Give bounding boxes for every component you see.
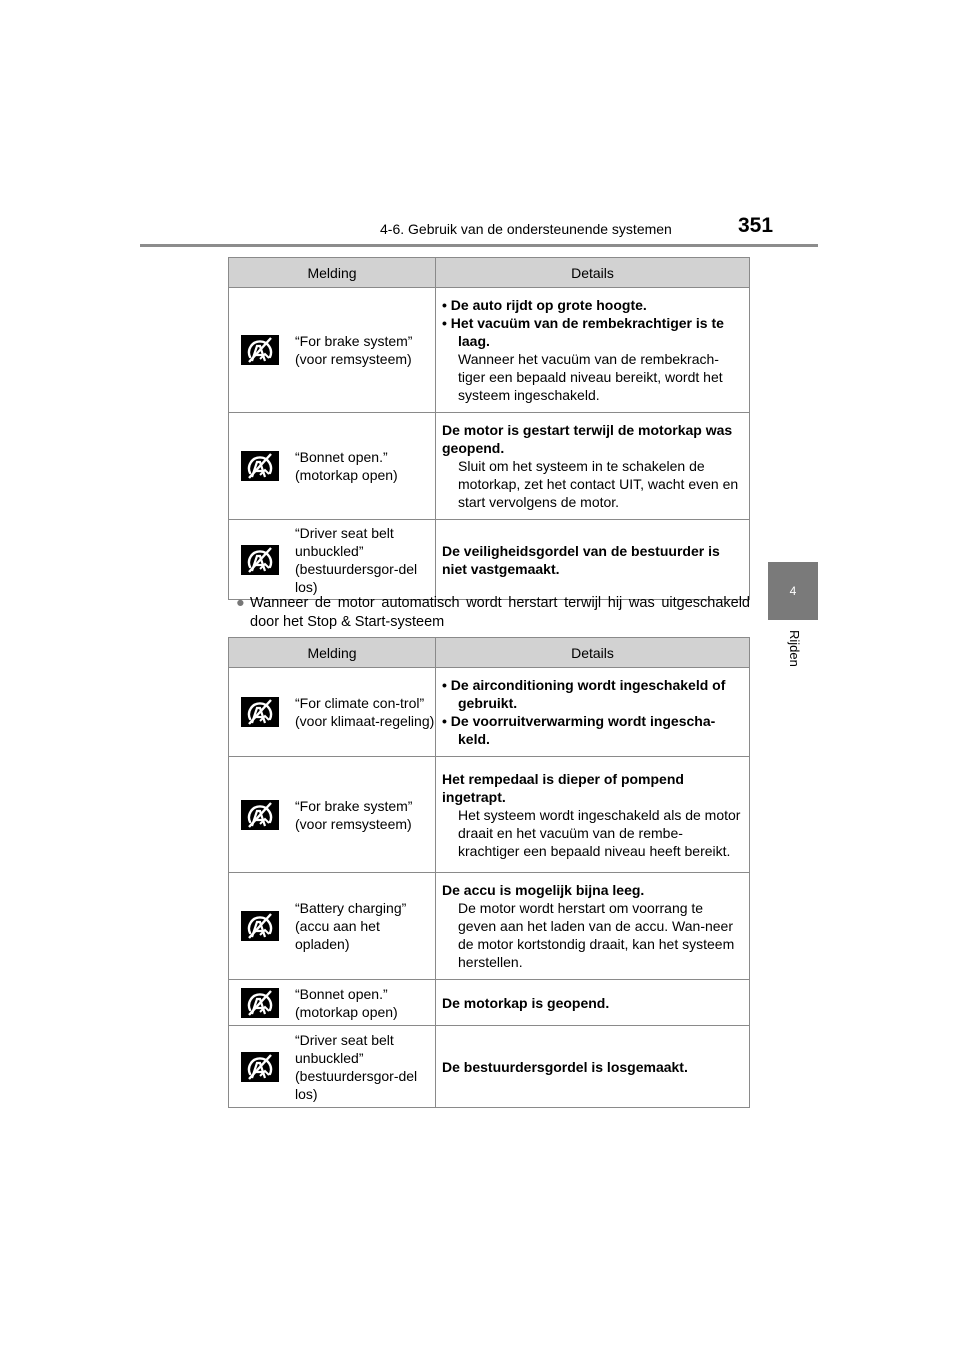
column-header-melding: Melding (229, 638, 436, 668)
message-table-2 (228, 637, 750, 1108)
message-label: “Battery charging” (accu aan het opladen) (295, 900, 407, 952)
details-cell (436, 413, 750, 520)
detail-heading: Het rempedaal is dieper of pompend ingetrapt. (442, 770, 684, 805)
detail-text: Wanneer het vacuüm van de rembekrach-tiger een bepaald niveau bereikt, wordt het systeem ingeschakeld. (458, 351, 723, 403)
table-row (229, 413, 750, 520)
message-label: “For brake system” (voor remsysteem) (295, 333, 413, 367)
message-label: “Driver seat belt unbuckled” (bestuurdersgor-del los) (295, 1031, 418, 1102)
stop-start-off-icon (241, 1052, 279, 1082)
page-number: 351 (738, 214, 774, 237)
note-paragraph (236, 594, 750, 632)
message-label: “Driver seat belt unbuckled” (bestuurdersgor-del los) (295, 524, 418, 595)
details-cell (436, 668, 750, 757)
message-label: “Bonnet open.” (motorkap open) (295, 985, 398, 1020)
detail-bullet: • De voorruitverwarming wordt ingescha-keld. (442, 713, 716, 747)
header-divider (140, 244, 818, 247)
detail-heading: De motorkap is geopend. (442, 994, 610, 1011)
table-row (229, 288, 750, 413)
detail-bullet: • De airconditioning wordt ingeschakeld of gebruikt. (442, 677, 726, 711)
detail-heading: De veiligheidsgordel van de bestuurder is niet vastgemaakt. (442, 542, 720, 577)
stop-start-off-icon (241, 545, 279, 575)
details-cell (436, 1026, 750, 1108)
message-table-1 (228, 257, 750, 600)
details-cell (436, 980, 750, 1026)
detail-heading: De bestuurdersgordel is losgemaakt. (442, 1058, 688, 1075)
table-row (229, 757, 750, 873)
chapter-number: 4 (789, 584, 797, 598)
message-label: “Bonnet open.” (motorkap open) (295, 449, 398, 483)
detail-bullet: • Het vacuüm van de rembekrachtiger is te laag. (442, 315, 724, 349)
detail-heading: De accu is mogelijk bijna leeg. (442, 882, 645, 898)
message-cell (229, 288, 436, 413)
message-cell (229, 873, 436, 980)
table-row (229, 520, 750, 600)
table-row (229, 980, 750, 1026)
bullet-icon: ● (236, 595, 245, 611)
details-cell (436, 873, 750, 980)
message-cell (229, 413, 436, 520)
column-header-details: Details (436, 258, 750, 288)
detail-bullet-text: De airconditioning wordt ingeschakeld of gebruikt. (450, 677, 726, 711)
stop-start-off-icon (241, 697, 279, 727)
chapter-tab (768, 562, 818, 620)
detail-bullet-text: De voorruitverwarming wordt ingescha-keld. (450, 713, 716, 747)
message-cell (229, 520, 436, 600)
section-title: 4-6. Gebruik van de ondersteunende systemen (380, 221, 672, 237)
detail-text: De motor wordt herstart om voorrang te geven aan het laden van de accu. Wan-neer de motor kortstondig draait, kan het systeem herstellen. (458, 900, 735, 970)
column-header-details: Details (436, 638, 750, 668)
stop-start-off-icon (241, 451, 279, 481)
stop-start-off-icon (241, 911, 279, 941)
message-cell (229, 757, 436, 873)
details-cell (436, 757, 750, 873)
column-header-melding: Melding (229, 258, 436, 288)
stop-start-off-icon (241, 335, 279, 365)
detail-bullet-text: De auto rijdt op grote hoogte. (450, 297, 647, 313)
message-cell (229, 980, 436, 1026)
message-label: “For brake system” (voor remsysteem) (295, 797, 413, 832)
detail-heading: De motor is gestart terwijl de motorkap was geopend. (442, 422, 733, 456)
detail-bullet-text: Het vacuüm van de rembekrachtiger is te laag. (450, 315, 724, 349)
chapter-label: Rijden (787, 630, 802, 667)
stop-start-off-icon (241, 988, 279, 1018)
table-row (229, 668, 750, 757)
table-row (229, 873, 750, 980)
detail-text: Het systeem wordt ingeschakeld als de motor draait en het vacuüm van de rembe-krachtiger een bepaald niveau heeft bereikt. (458, 806, 741, 859)
note-text: Wanneer de motor automatisch wordt herstart terwijl hij was uitgeschakeld door het Stop & Start-systeem (250, 595, 750, 630)
detail-bullet: • De auto rijdt op grote hoogte. (442, 297, 647, 313)
table-row (229, 1026, 750, 1108)
details-cell (436, 288, 750, 413)
message-cell (229, 668, 436, 757)
message-cell (229, 1026, 436, 1108)
detail-text: Sluit om het systeem in te schakelen de motorkap, zet het contact UIT, wacht even en start vervolgens de motor. (458, 458, 739, 510)
stop-start-off-icon (241, 800, 279, 830)
message-label: “For climate con-trol” (voor klimaat-regeling) (295, 695, 435, 729)
details-cell (436, 520, 750, 600)
